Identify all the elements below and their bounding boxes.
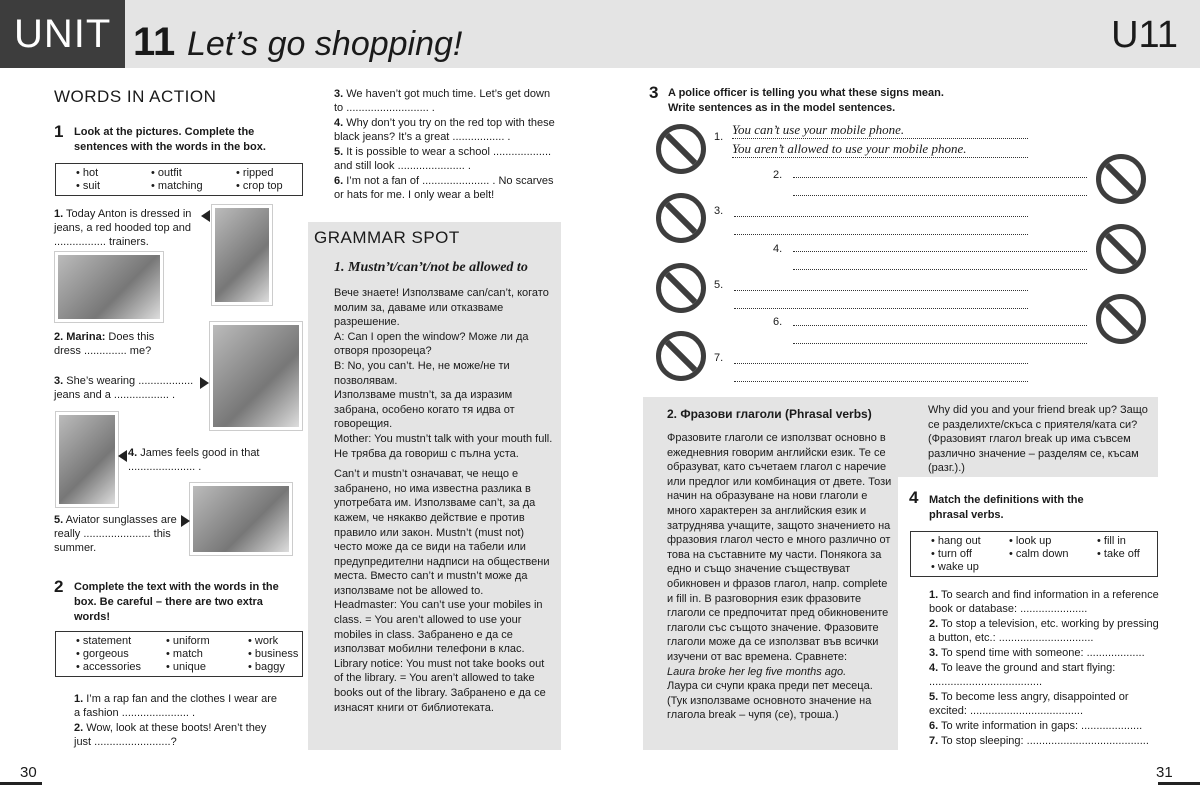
phrasal-example-bg: Лаура си счупи крака преди пет месеца. (Тук използваме основното значение на глагола break – чупя (се), троша.) (667, 680, 873, 722)
photo-james (56, 412, 118, 507)
ex3-answer-line[interactable] (793, 312, 1087, 326)
ex4-item-7: 7. To stop sleeping: ........................................ (929, 735, 1149, 747)
ex4-item-5: 5. To become less angry, disappointed or excited: ..................................... (929, 691, 1129, 717)
ex1-item-4: 4. James feels good in that ...................... . (128, 447, 260, 473)
ex2-number: 2 (54, 577, 64, 596)
ex4-item-2: 2. To stop a television, etc. working by pressing a button, etc.: ............................... (929, 618, 1159, 644)
photo-girl-ripped-jeans (210, 322, 302, 430)
ex3-label-6: 6. (773, 316, 783, 328)
no-fire-icon (656, 263, 706, 313)
no-camping-icon (1096, 294, 1146, 344)
ex2-item-5: 5. It is possible to wear a school ................... and still look ...................... . (334, 146, 552, 172)
unit-code: U11 (1111, 14, 1178, 56)
phrasal-right-text: Why did you and your friend break up? Защо се разделихте/скъса с приятеля/ката си? (Фразовият глагол break up има съвсем различно значение – разделям се, късам (разг.).) (928, 404, 1148, 475)
ex3-label-1: 1. (714, 131, 724, 143)
page-number-left: 30 (20, 764, 37, 781)
ex2-word-box: • statement • uniform • work • gorgeous • match • business • accessories • unique • baggy (55, 631, 303, 677)
header-bar (0, 0, 1200, 68)
ex4-number: 4 (909, 488, 919, 507)
ex1-item-3: 3. She’s wearing .................. jeans and a .................. . (54, 375, 194, 401)
ex3-label-5: 5. (714, 279, 724, 291)
ex1-instruction: Look at the pictures. Complete the sentences with the words in the box. (74, 126, 266, 153)
ex3-answer-line[interactable] (793, 330, 1087, 344)
ex1-item-5: 5. Aviator sunglasses are really ...................... this summer. (54, 514, 177, 554)
ex3-label-2: 2. (773, 169, 783, 181)
ex4-item-6: 6. To write information in gaps: .................... (929, 720, 1143, 732)
ex3-label-3: 3. (714, 205, 724, 217)
ex2-item-6: 6. I’m not a fan of ...................... . No scarves or hats for me. I only wear a belt! (334, 175, 554, 201)
phrasal-verbs-panel-top (898, 397, 1158, 477)
page-rule (1158, 782, 1200, 785)
pointer-icon (118, 450, 127, 462)
no-skateboarding-icon (656, 193, 706, 243)
ex1-item-1: 1. Today Anton is dressed in jeans, a red hooded top and ................. trainers. (54, 208, 192, 248)
ex3-answer-line[interactable] (734, 221, 1028, 235)
ex3-model-1: You can’t use your mobile phone. (732, 122, 1028, 139)
grammar-p2: A: Can I open the window? Може ли да отворя прозореца? (334, 330, 529, 358)
no-dogs-icon (1096, 154, 1146, 204)
unit-title: Let’s go shopping! (187, 25, 463, 63)
ex2-instruction: Complete the text with the words in the box. Be careful – there are two extra words! (74, 581, 279, 623)
page-number-right: 31 (1156, 764, 1173, 781)
ex3-answer-line[interactable] (734, 295, 1028, 309)
grammar-p8: Library notice: You must not take books out of the library. = You aren’t allowed to take books out of the library. Забранено е да се изнасят книги от библиотеката. (334, 657, 546, 714)
ex3-answer-line[interactable] (734, 203, 1028, 217)
photo-marina (55, 252, 163, 322)
grammar-p3: B: No, you can’t. Не, не може/не ти позволявам. (334, 359, 510, 387)
ex4-item-3: 3. To spend time with someone: ................... (929, 647, 1145, 659)
ex2-item-2: 2. Wow, look at these boots! Aren’t they just .........................? (74, 722, 267, 748)
ex3-label-7: 7. (714, 352, 724, 364)
page-rule (0, 782, 42, 785)
ex1-number: 1 (54, 122, 64, 141)
photo-anton (212, 205, 272, 305)
photo-aviator-sunglasses (190, 483, 292, 555)
signs-area (650, 118, 1150, 388)
phrasal-example-en: Laura broke her leg five months ago. (667, 665, 847, 678)
phrasal-title: 2. Фразови глаголи (Phrasal verbs) (667, 407, 872, 421)
ex3-answer-line[interactable] (793, 182, 1087, 196)
ex3-answer-line[interactable] (793, 256, 1087, 270)
grammar-p5: Mother: You mustn’t talk with your mouth full. Не трябва да говориш с пълна уста. (334, 432, 553, 460)
grammar-title: GRAMMAR SPOT (314, 228, 460, 247)
pointer-icon (200, 377, 209, 389)
ex3-instruction: A police officer is telling you what these signs mean. Write sentences as in the model sentences. (668, 87, 944, 114)
ex3-answer-line[interactable] (793, 164, 1087, 178)
ex4-word-box: • hang out • look up • fill in • turn off • calm down • take off • wake up (910, 531, 1158, 577)
ex3-model-2: You aren’t allowed to use your mobile phone. (732, 141, 1028, 158)
grammar-spot-panel (308, 222, 561, 750)
ex3-answer-line[interactable] (734, 350, 1028, 364)
no-phone-icon (656, 124, 706, 174)
ex2-item-1: 1. I’m a rap fan and the clothes I wear are a fashion ...................... . (74, 693, 278, 719)
phrasal-text: Фразовите глаголи се използват основно в ежедневния говорим английски език. Те се образуват, като съчетаем глагол с наречие или предлог или комбинация от двете. Този начин на образуване на нови глаголи е много характерен за английския език и затруднява учащите, защото значението на фразовия глагол често е много различно от това на съставните му части. Понякога за едно и също значение съществуват обикновен и фразов глагол, напр. complete и fill in. В разговорния език фразовите глаголи се предпочитат пред обикновените глаголи със същото значение. Фразовите глаголи може да се използват във всички изучени от вас времена. Сравнете: (667, 432, 892, 663)
grammar-p1: Вече знаете! Използваме can/can’t, когато молим за, даваме или отказваме разрешение. (334, 287, 549, 329)
ex2-item-4: 4. Why don’t you try on the red top with these black jeans? It’s a great ................. . (334, 117, 555, 143)
section-title: WORDS IN ACTION (54, 87, 217, 106)
phrasal-verbs-panel (643, 397, 898, 750)
ex3-answer-line[interactable] (734, 368, 1028, 382)
ex3-answer-line[interactable] (734, 277, 1028, 291)
ex2-item-3: 3. We haven’t got much time. Let’s get down to ........................... . (334, 88, 551, 114)
no-football-icon (1096, 224, 1146, 274)
ex3-label-4: 4. (773, 243, 783, 255)
ex1-word-box: • hot • outfit • ripped • suit • matching • crop top (55, 163, 303, 196)
ex4-item-1: 1. To search and find information in a reference book or database: ...................... (929, 589, 1159, 615)
unit-label: UNIT (0, 0, 125, 68)
grammar-subtitle: 1. Mustn’t/can’t/not be allowed to (334, 260, 528, 275)
pointer-icon (201, 210, 210, 222)
no-cycling-icon (656, 331, 706, 381)
ex3-number: 3 (649, 83, 659, 102)
ex1-item-2: 2. Marina: Does this dress .............. me? (54, 331, 155, 357)
ex4-items (929, 588, 1159, 748)
ex3-answer-line[interactable] (793, 238, 1087, 252)
unit-number: 11 (133, 20, 176, 64)
pointer-icon (181, 515, 190, 527)
grammar-p7: Headmaster: You can’t use your mobiles in class. = You aren’t allowed to use your mobiles in class. Забранено е да се използват мобилни телефони в клас. (334, 599, 543, 656)
ex4-item-4: 4. To leave the ground and start flying: ..................................... (929, 662, 1116, 688)
grammar-p4: Използваме mustn’t, за да изразим забрана, особено когато тя идва от говорещия. (334, 389, 515, 431)
grammar-p6: Can’t и mustn’t означават, че нещо е забранено, но има известна разлика в употребата им. Използваме can’t, за да кажем, че някакво действие е против правило или закон. Mustn’t (must not) често може да се види на табели или предупредителни надписи на обществени места. Вместо can’t и mustn’t може да използваме not be allowed to. (334, 468, 550, 597)
ex4-instruction: Match the definitions with the phrasal verbs. (929, 494, 1084, 521)
